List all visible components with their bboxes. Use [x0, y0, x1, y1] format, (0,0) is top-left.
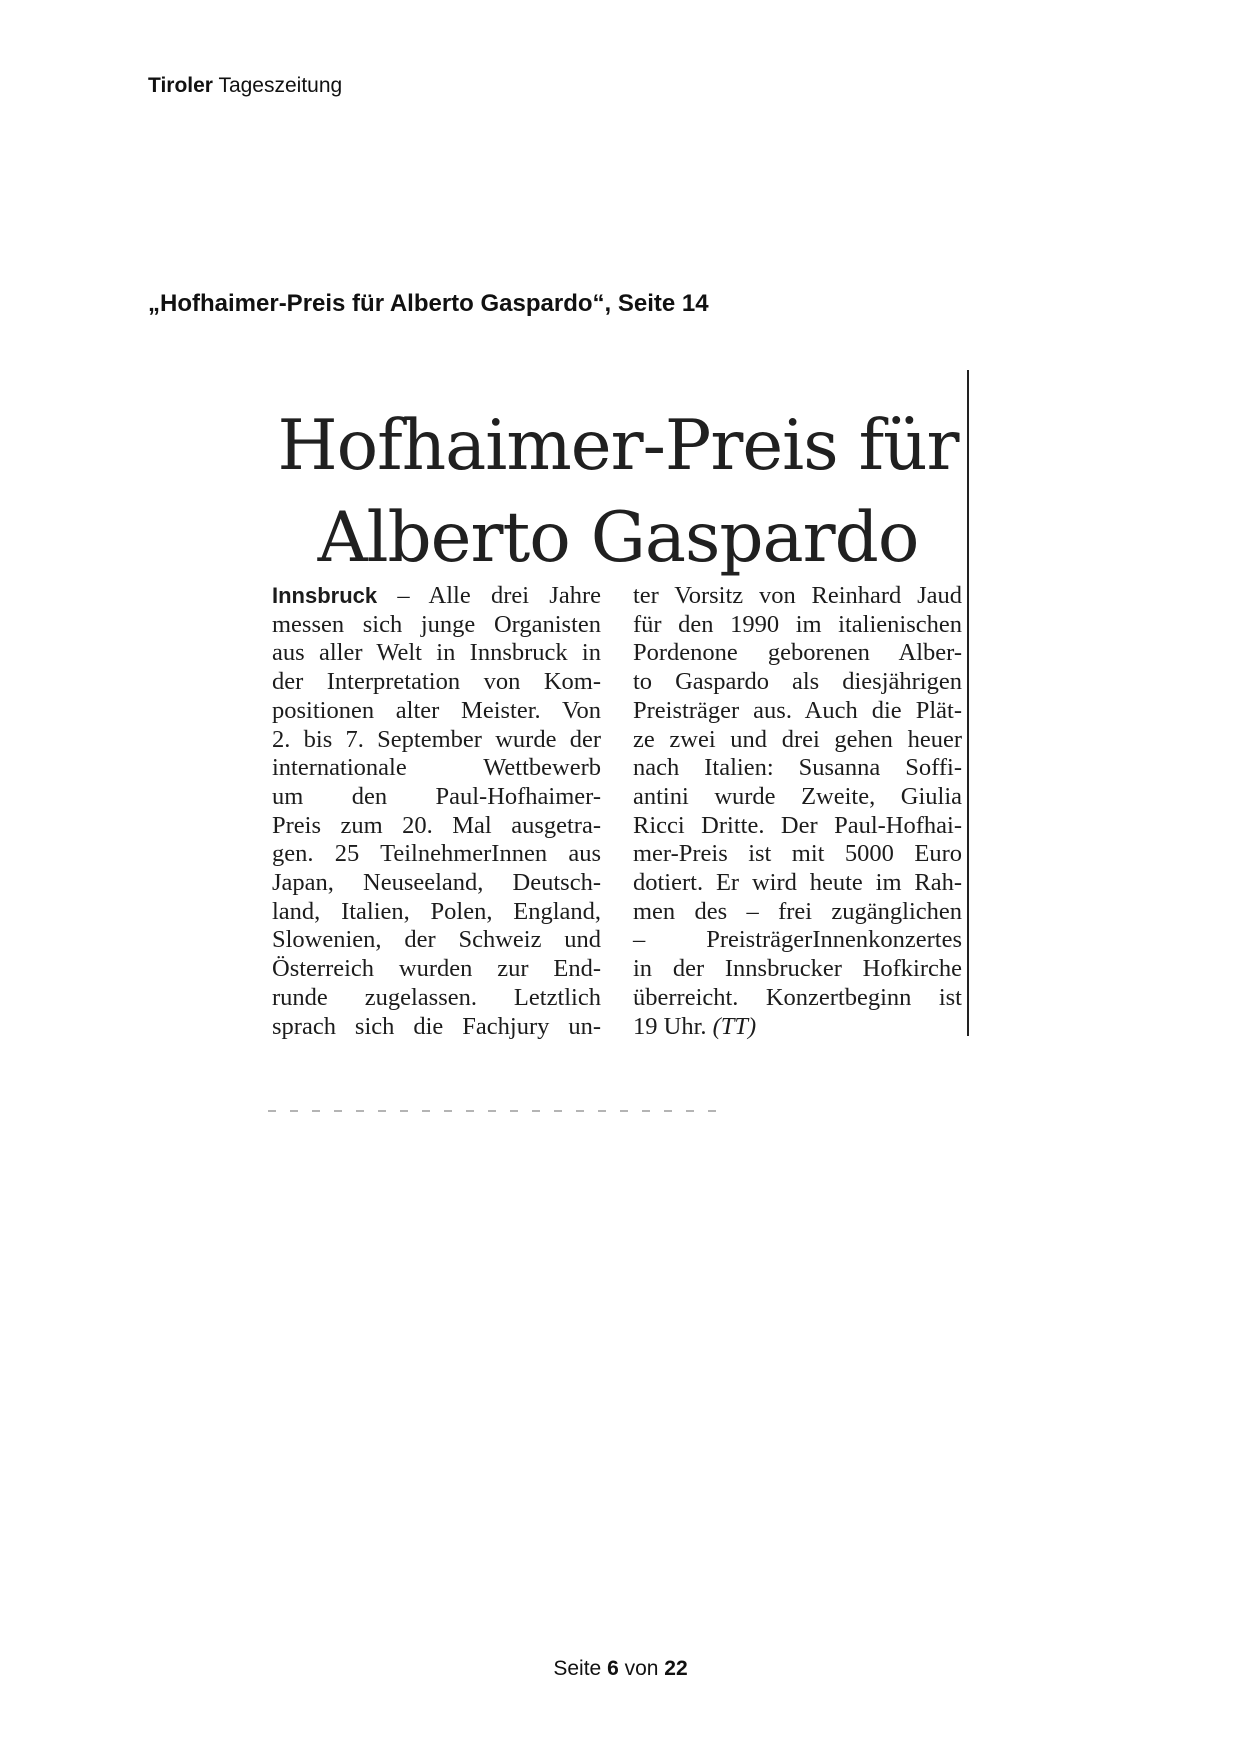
text-line: ter Vorsitz von Reinhard Jaud [633, 582, 962, 609]
text-line: internationale Wettbewerb [272, 754, 601, 782]
text-line [633, 1013, 962, 1042]
text-line: 2. bis 7. September wurde der [272, 725, 601, 753]
total-page-count: 22 [664, 1657, 688, 1680]
text-line: überreicht. Konzertbeginn ist [633, 983, 962, 1011]
text-line: dotiert. Er wird heute im Rah- [633, 869, 962, 897]
text-line-content: 19 Uhr. [633, 1012, 707, 1040]
text-line: aus aller Welt in Innsbruck in [272, 639, 601, 667]
text-line: nach Italien: Susanna Soffi- [633, 754, 962, 782]
text-line-content: – Alle drei Jahre [397, 582, 601, 609]
page-label: Seite [553, 1657, 602, 1680]
article-credit: (TT) [712, 1012, 757, 1040]
document-title: „Hofhaimer-Preis für Alberto Gaspardo“, Seite 14 [148, 290, 709, 317]
current-page-number: 6 [607, 1657, 619, 1680]
text-line: men des – frei zugänglichen [633, 897, 962, 925]
text-line: Slowenien, der Schweiz und [272, 926, 601, 954]
text-line: um den Paul-Hofhaimer- [272, 782, 601, 810]
publication-name-bold: Tiroler [148, 74, 213, 97]
text-line: mer-Preis ist mit 5000 Euro [633, 840, 962, 868]
headline-line: Alberto Gaspardo [317, 498, 919, 578]
text-line: in der Innsbrucker Hofkirche [633, 955, 962, 983]
text-line: sprach sich die Fachjury un- [272, 1012, 601, 1040]
text-line: messen sich junge Organisten [272, 610, 601, 638]
text-line: Ricci Dritte. Der Paul-Hofhai- [633, 811, 962, 839]
text-line: Japan, Neuseeland, Deutsch- [272, 869, 601, 897]
text-line: ze zwei und drei gehen heuer [633, 725, 962, 753]
page-separator: von [624, 1657, 659, 1680]
clipping-cut-line [268, 1110, 728, 1112]
text-line: für den 1990 im italienischen [633, 610, 962, 638]
newspaper-clipping [268, 370, 968, 1040]
text-line: Österreich wurden zur End- [272, 955, 601, 983]
text-line: land, Italien, Polen, England, [272, 897, 601, 925]
text-line: – PreisträgerInnenkonzertes [633, 926, 962, 954]
text-line: positionen alter Meister. Von [272, 696, 601, 724]
text-line: der Interpretation von Kom- [272, 668, 601, 696]
text-line: gen. 25 TeilnehmerInnen aus [272, 840, 601, 868]
text-line: Pordenone geborenen Alber- [633, 639, 962, 667]
article-column-1 [272, 582, 601, 1041]
page-number-footer [0, 1655, 1241, 1683]
article-body [272, 582, 962, 1041]
dateline: Innsbruck [272, 583, 378, 608]
publication-name-regular: Tageszeitung [218, 74, 343, 97]
text-line: Preisträger aus. Auch die Plät- [633, 696, 962, 724]
text-line: Preis zum 20. Mal ausgetra- [272, 811, 601, 839]
article-headline [268, 400, 968, 584]
article-column-2 [633, 582, 962, 1041]
text-line: runde zugelassen. Letztlich [272, 983, 601, 1011]
text-line: antini wurde Zweite, Giulia [633, 782, 962, 810]
text-line [272, 582, 601, 611]
headline-line: Hofhaimer-Preis für [277, 406, 959, 486]
text-line: to Gaspardo als diesjährigen [633, 668, 962, 696]
publication-header [148, 72, 342, 100]
